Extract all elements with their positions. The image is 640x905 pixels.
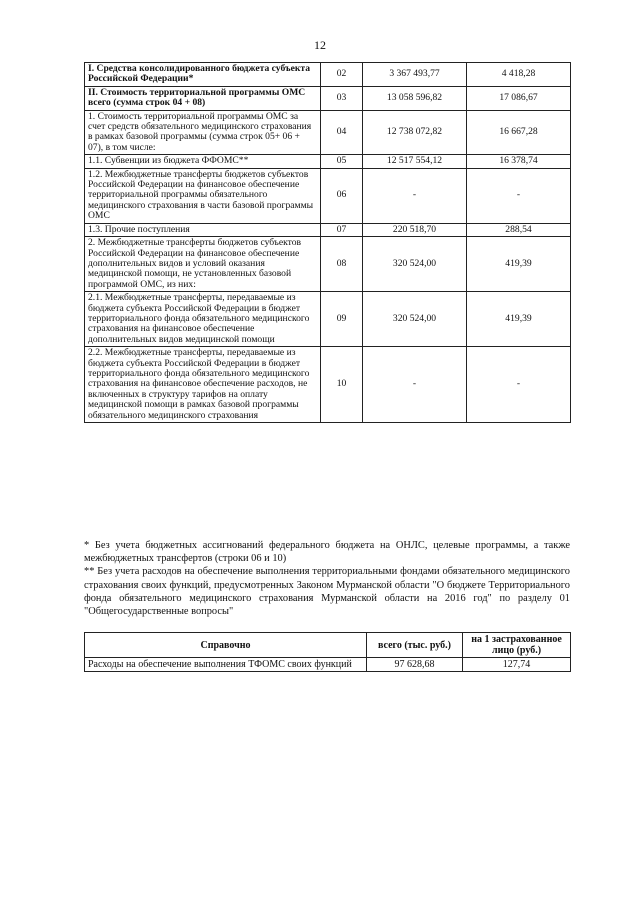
row-name-cell: 1.3. Прочие поступления bbox=[85, 223, 321, 236]
row-total-cell: 13 058 596,82 bbox=[363, 86, 467, 110]
row-code-cell: 10 bbox=[321, 347, 363, 423]
reference-table bbox=[84, 632, 571, 672]
table-row bbox=[85, 347, 571, 423]
row-code-cell: 05 bbox=[321, 155, 363, 168]
footnote-2: ** Без учета расходов на обеспечение выполнения территориальными фондами обязательного медицинского страхования своих функций, предусмотренных Законом Мурманской области "О бюджете Территориального фонда обязательного медицинского страхования Мурманской области на 2016 год" по разделу 01 "Общегосударственные вопросы" bbox=[84, 566, 570, 618]
row-name-cell: 2.2. Межбюджетные трансферты, передаваемые из бюджета субъекта Российской Федерации в бюджет территориального фонда обязательного медицинского страхования на финансовое обеспечение расходов, не включенных в структуру тарифов на оплату медицинской помощи в рамках базовой программы обязательного медицинского страхования bbox=[85, 347, 321, 423]
row-total-cell: 220 518,70 bbox=[363, 223, 467, 236]
row-name-cell: 1. Стоимость территориальной программы ОМС за счет средств обязательного медицинского страхования в рамках базовой программы (сумма строк 05+ 06 + 07), в том числе: bbox=[85, 110, 321, 155]
table-row bbox=[85, 292, 571, 347]
row-name-cell: 1.1. Субвенции из бюджета ФФОМС** bbox=[85, 155, 321, 168]
row-code-cell: 07 bbox=[321, 223, 363, 236]
reference-row-total: 97 628,68 bbox=[367, 658, 463, 672]
reference-data-row bbox=[85, 658, 571, 672]
row-total-cell: 320 524,00 bbox=[363, 292, 467, 347]
row-name-cell: 1.2. Межбюджетные трансферты бюджетов субъектов Российской Федерации на финансовое обеспечение территориальной программы обязательного медицинского страхования в части базовой программы ОМС bbox=[85, 168, 321, 223]
row-code-cell: 04 bbox=[321, 110, 363, 155]
reference-header-per-person: на 1 застрахованное лицо (руб.) bbox=[463, 633, 571, 658]
footnote-1: * Без учета бюджетных ассигнований федерального бюджета на ОНЛС, целевые программы, а также межбюджетных трансфертов (строки 06 и 10) bbox=[84, 540, 570, 565]
row-code-cell: 02 bbox=[321, 63, 363, 87]
row-code-cell: 06 bbox=[321, 168, 363, 223]
row-per-person-cell: 16 667,28 bbox=[467, 110, 571, 155]
financing-table-body bbox=[85, 63, 571, 423]
row-per-person-cell: - bbox=[467, 168, 571, 223]
reference-header-row bbox=[85, 633, 571, 658]
row-total-cell: - bbox=[363, 168, 467, 223]
row-name-cell: II. Стоимость территориальной программы ОМС всего (сумма строк 04 + 08) bbox=[85, 86, 321, 110]
reference-header-total: всего (тыс. руб.) bbox=[367, 633, 463, 658]
table-row bbox=[85, 168, 571, 223]
row-total-cell: 3 367 493,77 bbox=[363, 63, 467, 87]
table-row bbox=[85, 86, 571, 110]
row-name-cell: I. Средства консолидированного бюджета субъекта Российской Федерации* bbox=[85, 63, 321, 87]
row-total-cell: 12 517 554,12 bbox=[363, 155, 467, 168]
row-per-person-cell: 17 086,67 bbox=[467, 86, 571, 110]
row-code-cell: 03 bbox=[321, 86, 363, 110]
reference-row-label: Расходы на обеспечение выполнения ТФОМС своих функций bbox=[85, 658, 367, 672]
row-per-person-cell: 419,39 bbox=[467, 237, 571, 292]
financing-table bbox=[84, 62, 571, 423]
row-total-cell: 12 738 072,82 bbox=[363, 110, 467, 155]
row-code-cell: 09 bbox=[321, 292, 363, 347]
row-name-cell: 2. Межбюджетные трансферты бюджетов субъектов Российской Федерации на финансовое обеспечение дополнительных видов и условий оказания медицинской помощи, не установленных базовой программой ОМС, из них: bbox=[85, 237, 321, 292]
row-name-cell: 2.1. Межбюджетные трансферты, передаваемые из бюджета субъекта Российской Федерации в бюджет территориального фонда обязательного медицинского страхования на финансовое обеспечение дополнительных видов медицинской помощи bbox=[85, 292, 321, 347]
table-row bbox=[85, 237, 571, 292]
row-per-person-cell: 16 378,74 bbox=[467, 155, 571, 168]
row-per-person-cell: 4 418,28 bbox=[467, 63, 571, 87]
row-per-person-cell: 288,54 bbox=[467, 223, 571, 236]
reference-header-label: Справочно bbox=[85, 633, 367, 658]
page-number: 12 bbox=[314, 38, 326, 52]
reference-row-per-person: 127,74 bbox=[463, 658, 571, 672]
table-row bbox=[85, 63, 571, 87]
table-row bbox=[85, 110, 571, 155]
table-row bbox=[85, 155, 571, 168]
row-per-person-cell: - bbox=[467, 347, 571, 423]
table-row bbox=[85, 223, 571, 236]
footnotes bbox=[84, 539, 570, 618]
row-total-cell: - bbox=[363, 347, 467, 423]
row-code-cell: 08 bbox=[321, 237, 363, 292]
row-total-cell: 320 524,00 bbox=[363, 237, 467, 292]
row-per-person-cell: 419,39 bbox=[467, 292, 571, 347]
